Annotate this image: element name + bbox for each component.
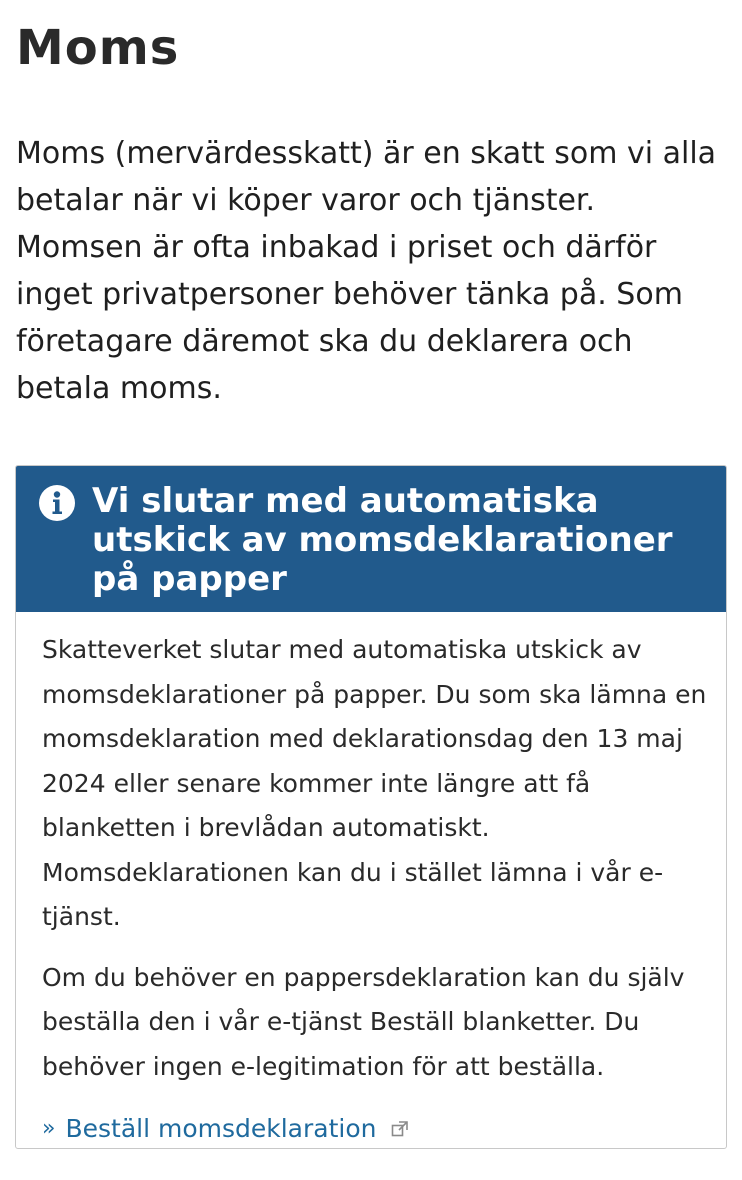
info-icon <box>38 484 76 522</box>
external-link-icon <box>391 1120 409 1138</box>
notice-paragraph: Skatteverket slutar med automatiska utskick av momsdeklarationer på papper. Du som ska lämna en momsdeklaration med deklarationsdag den 13 maj 2024 eller senare kommer inte längre att få blanketten i brevlådan automatiskt. Momsdeklarationen kan du i stället lämna i vår e-tjänst. <box>42 635 707 931</box>
intro-text: Moms (mervärdesskatt) är en skatt som vi alla betalar när vi köper varor och tjänster. Momsen är ofta inbakad i priset och därför inget privatpersoner behöver tänka på. Som företagare däremot ska du deklarera och betala moms. <box>16 136 717 406</box>
page-title: Moms <box>16 20 180 76</box>
order-vat-return-link-label: Beställ momsdeklaration <box>65 1114 377 1143</box>
notice-box <box>15 465 727 1149</box>
link-arrow-icon: » <box>42 1116 56 1141</box>
notice-header <box>16 466 726 612</box>
notice-body <box>16 612 726 1149</box>
order-vat-return-link[interactable] <box>42 1109 710 1149</box>
notice-paragraph: Om du behöver en pappersdeklaration kan du själv beställa den i vår e-tjänst Beställ blanketter. Du behöver ingen e-legitimation för att beställa. <box>42 962 685 1081</box>
notice-title: Vi slutar med automatiska utskick av momsdeklarationer på papper <box>92 481 673 599</box>
